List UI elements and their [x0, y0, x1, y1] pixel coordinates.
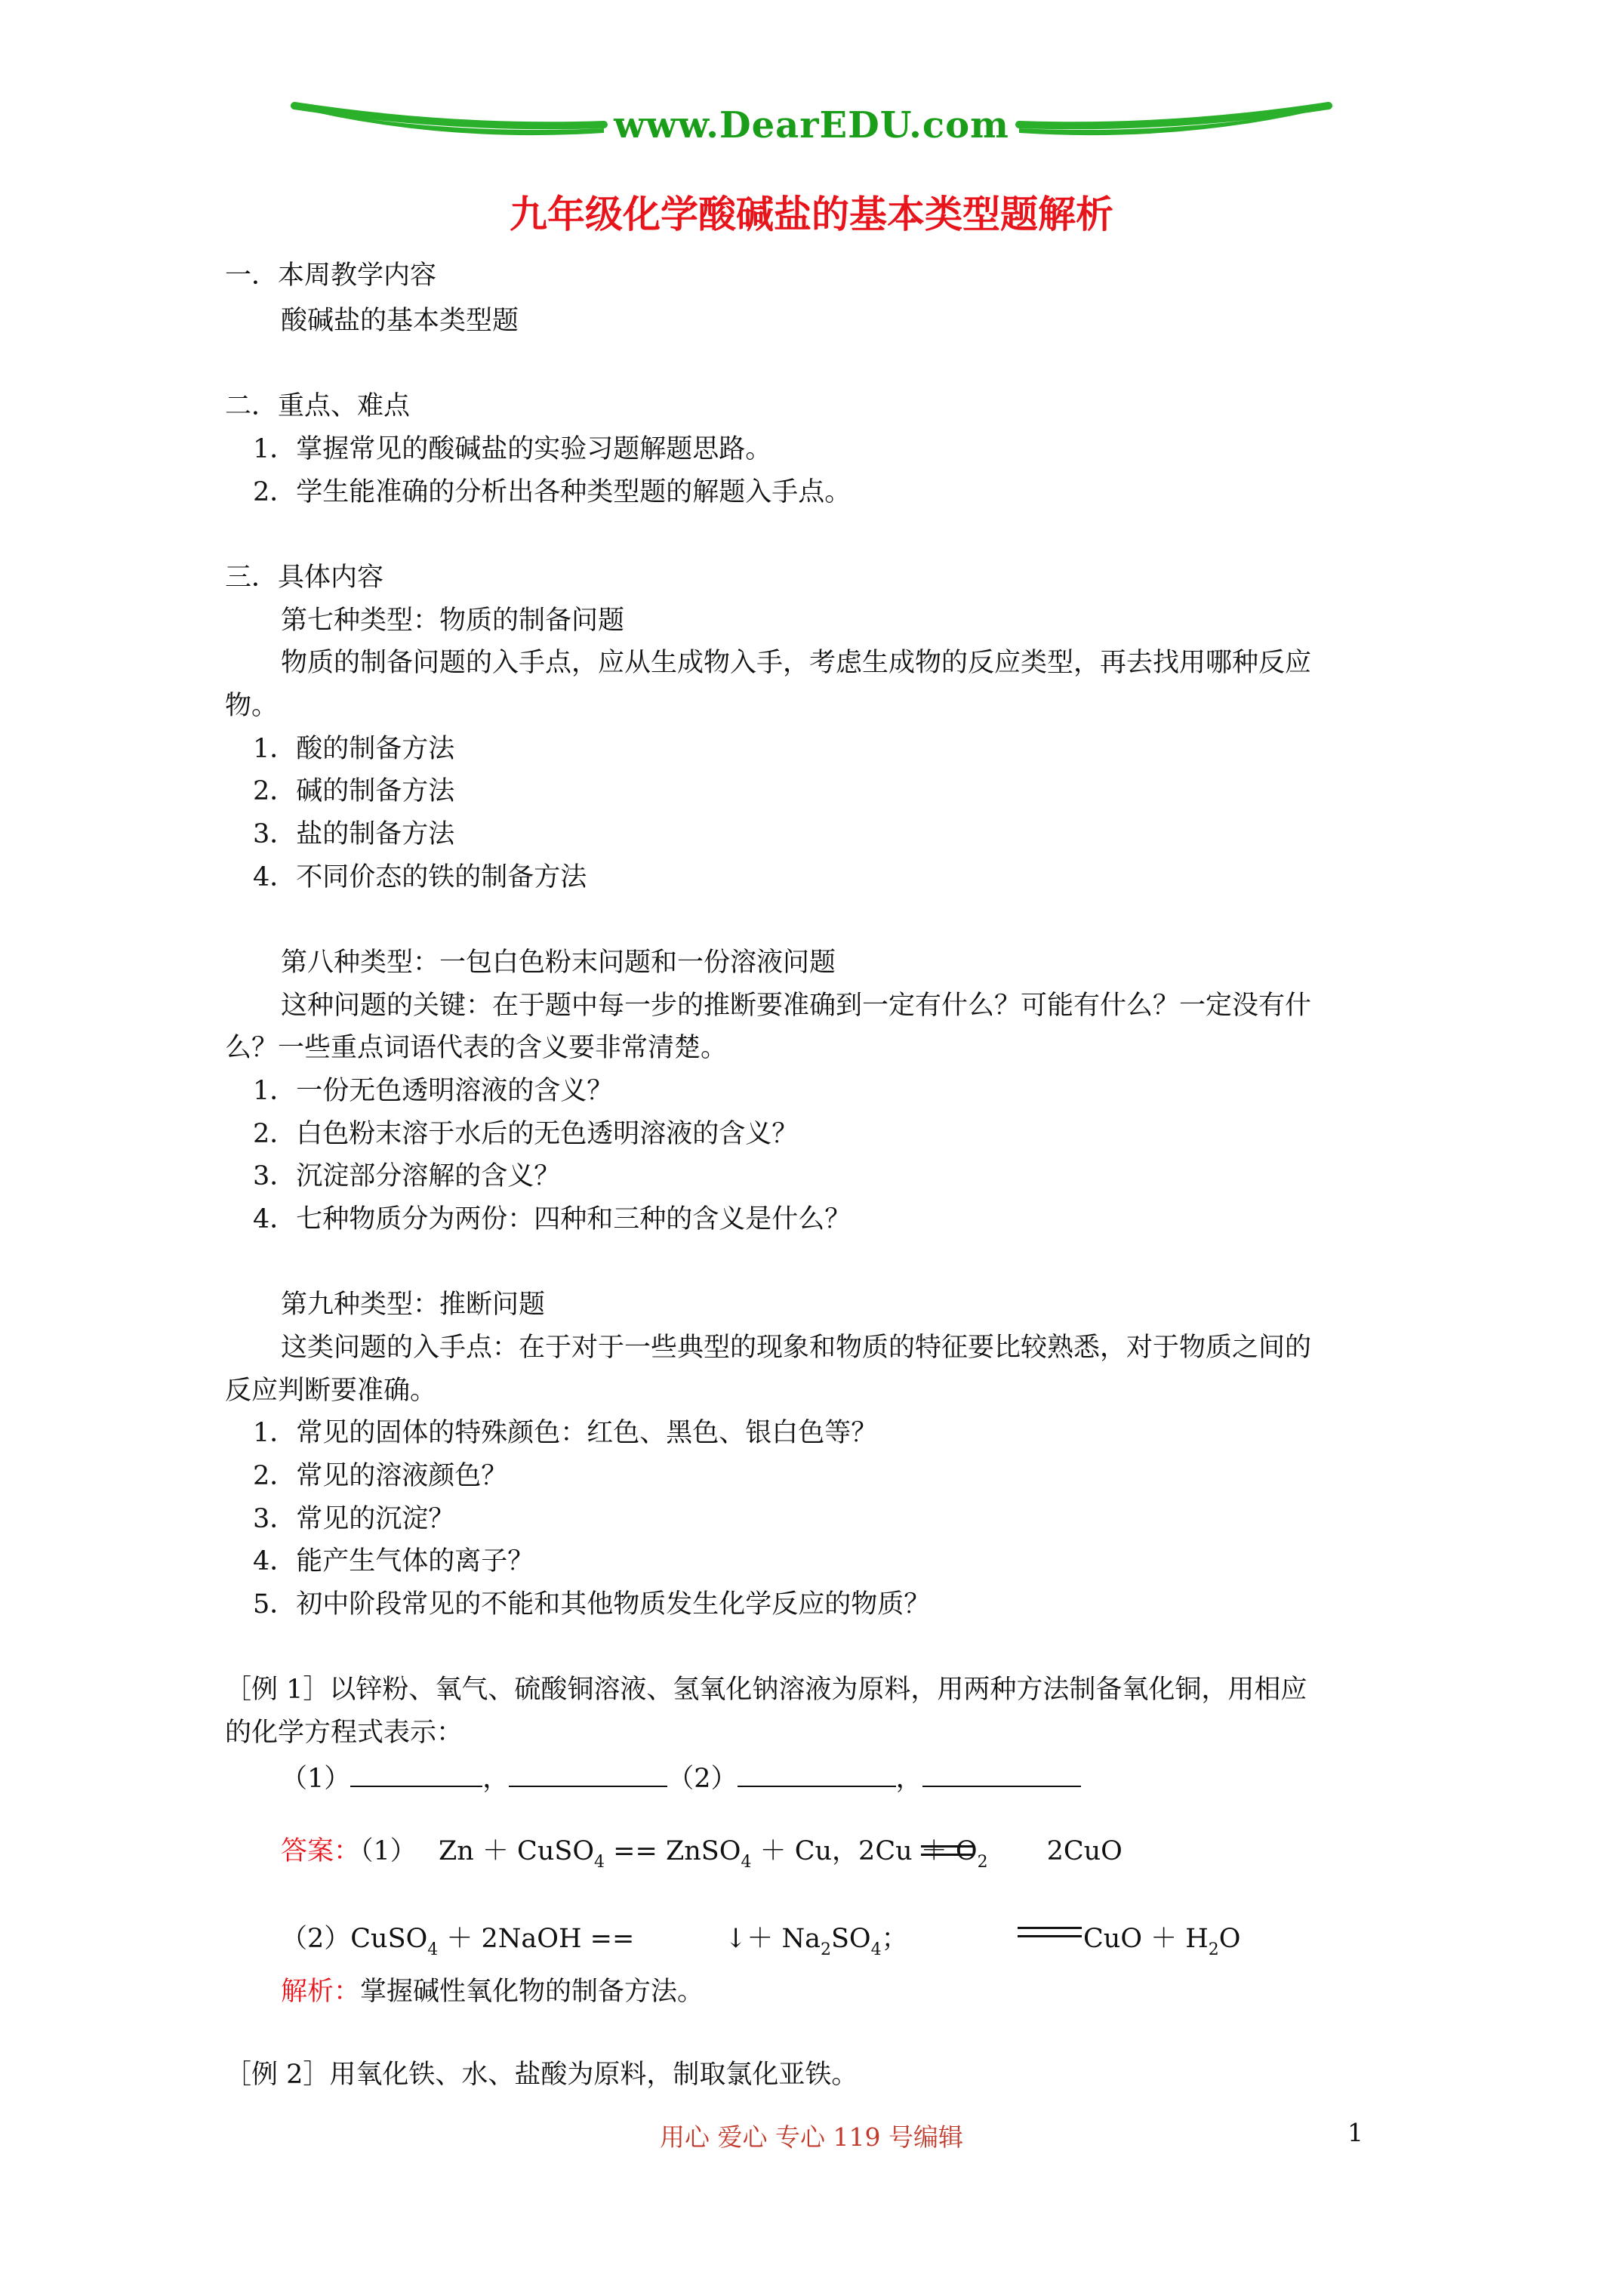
section-3-heading: 三．具体内容 [225, 562, 384, 593]
type7-desc-line2: 物。 [225, 691, 279, 721]
type9-title: 第九种类型：推断问题 [281, 1290, 546, 1320]
answer-blank [738, 1763, 896, 1787]
type8-desc-line2: 么？一些重点词语代表的含义要非常清楚。 [225, 1033, 728, 1063]
list-item: 4．不同价态的铁的制备方法 [253, 862, 587, 892]
answer-line-1 [281, 1836, 1123, 1870]
analysis-label: 解析： [281, 1977, 361, 2007]
type9-desc-line2: 反应判断要准确。 [225, 1376, 437, 1406]
type8-desc-line1: 这种问题的关键：在于题中每一步的推断要准确到一定有什么？可能有什么？一定没有什 [281, 991, 1312, 1021]
page-title: 九年级化学酸碱盐的基本类型题解析 [510, 192, 1113, 236]
site-logo [287, 83, 1336, 166]
example1-blanks [281, 1763, 1081, 1794]
analysis-text: 掌握碱性氧化物的制备方法。 [360, 1977, 704, 2007]
list-item: 1．酸的制备方法 [253, 734, 455, 764]
list-item: 2．白色粉末溶于水后的无色透明溶液的含义？ [253, 1119, 799, 1149]
equation-1: Zn ＋ CuSO$_4$ == ZnSO$_4$ ＋ Cu，$2Cu + O_2$ 2CuO [438, 1836, 1123, 1872]
list-item: 5．初中阶段常见的不能和其他物质发生化学反应的物质？ [253, 1589, 931, 1620]
analysis-line [281, 1977, 704, 2007]
type8-title: 第八种类型：一包白色粉末问题和一份溶液问题 [281, 948, 836, 978]
list-item: 1．一份无色透明溶液的含义？ [253, 1076, 614, 1106]
answer-2-number: （2） [281, 1924, 351, 1954]
answer-blank [922, 1763, 1081, 1787]
answer-line-2: （2）CuSO$_4$ ＋ 2NaOH == [281, 1924, 635, 1959]
comma: ， [895, 1764, 922, 1794]
logo-text: www.DearEDU.com [614, 104, 1009, 146]
answer-blank [509, 1763, 667, 1787]
blank-2-label: （2） [667, 1764, 738, 1794]
footer-text: 用心 爱心 专心 119 号编辑 [660, 2122, 963, 2152]
list-item: 3．沉淀部分溶解的含义？ [253, 1161, 561, 1191]
section-1-body: 酸碱盐的基本类型题 [281, 306, 519, 336]
example2-line1: ［例 2］用氧化铁、水、盐酸为原料，制取氯化亚铁。 [225, 2060, 858, 2090]
list-item: 3．常见的沉淀？ [253, 1504, 455, 1534]
page-number: 1 [1347, 2118, 1363, 2147]
reaction-condition-line [1018, 1927, 1082, 1937]
equation-3: CuO ＋ $H_2O$ [1083, 1924, 1241, 1959]
section-2-heading: 二．重点、难点 [225, 391, 411, 421]
type9-desc-line1: 这类问题的入手点：在于对于一些典型的现象和物质的特征要比较熟悉，对于物质之间的 [281, 1333, 1312, 1363]
list-item: 3．盐的制备方法 [253, 819, 455, 849]
list-item: 4．七种物质分为两份：四种和三种的含义是什么？ [253, 1204, 852, 1234]
list-item: 2．学生能准确的分析出各种类型题的解题入手点。 [253, 477, 852, 507]
list-item: 2．碱的制备方法 [253, 776, 455, 806]
list-item: 2．常见的溶液颜色？ [253, 1461, 508, 1491]
type7-desc-line1: 物质的制备问题的入手点，应从生成物入手，考虑生成物的反应类型，再去找用哪种反应 [281, 648, 1312, 678]
blank-1-label: （1） [281, 1764, 351, 1794]
answer-label: 答案： [281, 1836, 361, 1866]
type7-title: 第七种类型：物质的制备问题 [281, 606, 625, 636]
list-item: 1．常见的固体的特殊颜色：红色、黑色、银白色等？ [253, 1418, 878, 1448]
answer-1-number: （1） [360, 1836, 417, 1866]
comma: ， [482, 1764, 510, 1794]
reaction-condition-line [921, 1845, 974, 1856]
list-item: 1．掌握常见的酸碱盐的实验习题解题思路。 [253, 434, 772, 464]
section-1-heading: 一．本周教学内容 [225, 260, 437, 291]
example1-line1: ［例 1］以锌粉、氧气、硫酸铜溶液、氢氧化钠溶液为原料，用两种方法制备氧化铜，用相应 [225, 1675, 1307, 1705]
list-item: 4．能产生气体的离子？ [253, 1546, 534, 1576]
equation-2-products: ↓＋ $Na_2SO_4$； [725, 1924, 908, 1959]
example1-line2: 的化学方程式表示： [225, 1718, 463, 1748]
answer-blank [350, 1763, 482, 1787]
